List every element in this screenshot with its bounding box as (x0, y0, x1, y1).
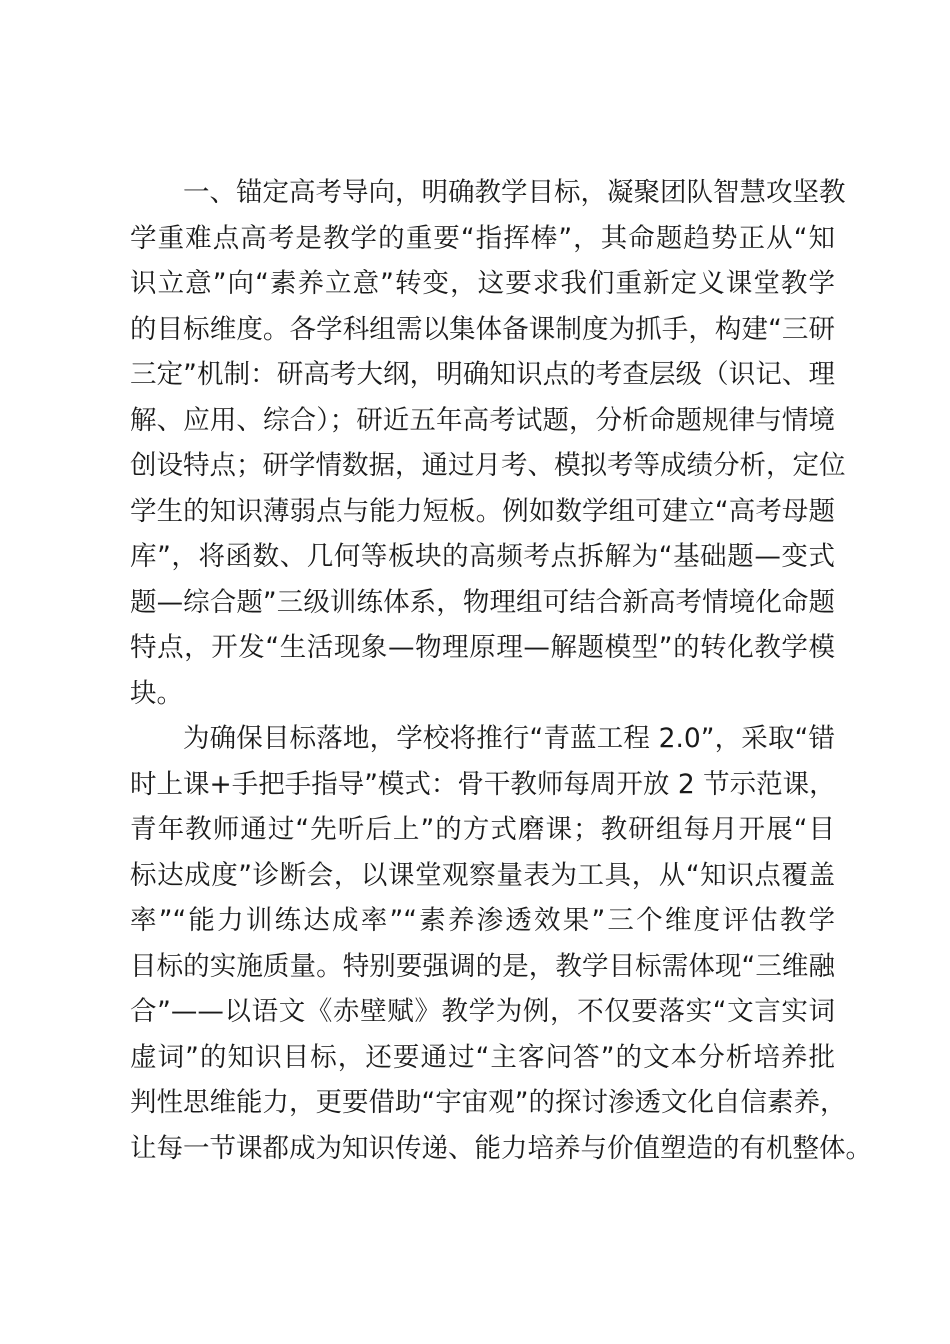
paragraph-line: 一、锚定高考导向，明确教学目标，凝聚团队智慧攻坚教 (183, 177, 846, 208)
paragraph-line: 学重难点高考是教学的重要“指挥棒”，其命题趋势正从“知 (130, 222, 835, 254)
paragraph-line: 题—综合题”三级训练体系，物理组可结合新高考情境化命题 (130, 586, 835, 618)
paragraph-line: 的目标维度。各学科组需以集体备课制度为抓手，构建“三研 (130, 313, 835, 345)
paragraph-line: 创设特点；研学情数据，通过月考、模拟考等成绩分析，定位 (130, 450, 846, 481)
paragraph-line: 时上课+手把手指导”模式：骨干教师每周开放 2 节示范课， (130, 768, 836, 800)
paragraph-line: 率”“能力训练达成率”“素养渗透效果”三个维度评估教学 (130, 905, 835, 936)
paragraph-2 (130, 716, 872, 1171)
paragraph-line: 判性思维能力，更要借助“宇宙观”的探讨渗透文化自信素养， (130, 1087, 847, 1118)
paragraph-line: 特点，开发“生活现象—物理原理—解题模型”的转化教学模 (130, 632, 835, 663)
paragraph-line: 三定”机制：研高考大纲，明确知识点的考查层级（识记、理 (130, 359, 835, 390)
paragraph-line: 识立意”向“素养立意”转变，这要求我们重新定义课堂教学 (130, 268, 835, 299)
paragraph-line: 让每一节课都成为知识传递、能力培养与价值塑造的有机整体。 (130, 1132, 872, 1164)
paragraph-line: 目标的实施质量。特别要强调的是，教学目标需体现“三维融 (130, 950, 835, 982)
paragraph-line: 库”，将函数、几何等板块的高频考点拆解为“基础题—变式 (130, 541, 835, 572)
paragraph-line: 虚词”的知识目标，还要通过“主客问答”的文本分析培养批 (130, 1041, 835, 1073)
paragraph-line: 学生的知识薄弱点与能力短板。例如数学组可建立“高考母题 (130, 495, 835, 527)
paragraph-line: 为确保目标落地，学校将推行“青蓝工程 2.0”，采取“错 (183, 723, 835, 754)
paragraph-line: 青年教师通过“先听后上”的方式磨课；教研组每月开展“目 (130, 814, 835, 845)
paragraph-line: 解、应用、综合）；研近五年高考试题，分析命题规律与情境 (130, 404, 835, 436)
paragraph-1 (130, 170, 846, 716)
paragraph-line: 标达成度”诊断会，以课堂观察量表为工具，从“知识点覆盖 (130, 859, 835, 891)
document-body (130, 170, 872, 1171)
paragraph-line: 块。 (130, 677, 183, 709)
paragraph-line: 合”——以语文《赤壁赋》教学为例，不仅要落实“文言实词 (130, 996, 835, 1027)
